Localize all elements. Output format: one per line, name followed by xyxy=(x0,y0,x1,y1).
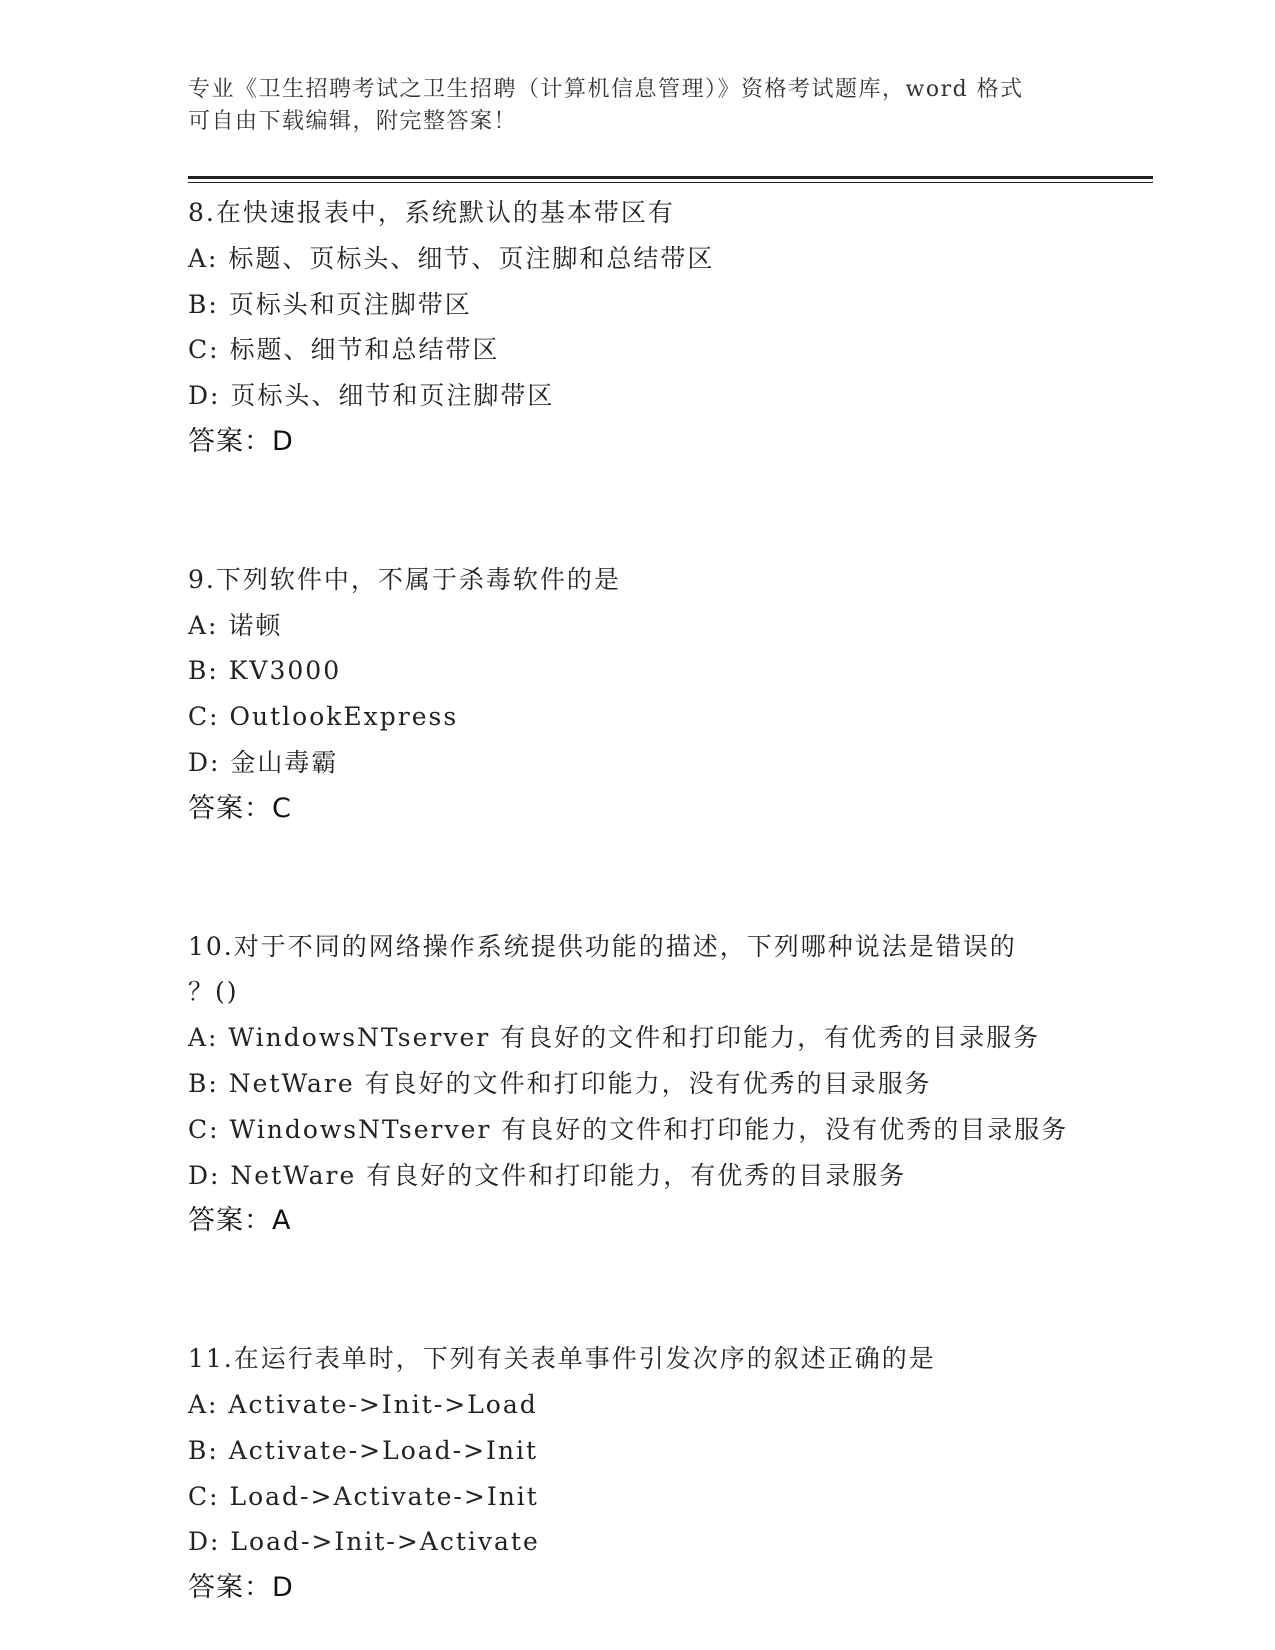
question-stem: 8.在快速报表中，系统默认的基本带区有 xyxy=(188,198,675,227)
question-spacer xyxy=(188,832,1088,924)
option-b: B: Activate->Load->Init xyxy=(188,1435,539,1465)
option-b: B: 页标头和页注脚带区 xyxy=(188,289,472,319)
answer-line: 答案：D xyxy=(188,1572,294,1604)
question-spacer xyxy=(188,1244,1088,1336)
question-8 xyxy=(188,190,1088,465)
header-divider-thick xyxy=(188,176,1153,179)
option-c: C: OutlookExpress xyxy=(188,702,459,732)
option-c: C: Load->Activate->Init xyxy=(188,1481,539,1511)
option-a: A: 标题、页标头、细节、页注脚和总结带区 xyxy=(188,243,715,273)
option-d: D: 金山毒霸 xyxy=(188,747,339,777)
option-c: C: 标题、细节和总结带区 xyxy=(188,335,500,365)
question-stem-continuation: ？() xyxy=(188,977,239,1007)
header-line-1: 专业《卫生招聘考试之卫生招聘（计算机信息管理）》资格考试题库，word 格式 xyxy=(188,77,1024,102)
question-stem: 11.在运行表单时，下列有关表单事件引发次序的叙述正确的是 xyxy=(188,1344,936,1374)
option-d: D: NetWare 有良好的文件和打印能力，有优秀的目录服务 xyxy=(188,1160,907,1190)
answer-line: 答案：D xyxy=(188,425,294,457)
option-b: B: KV3000 xyxy=(188,656,342,686)
question-spacer xyxy=(188,465,1088,557)
answer-line: 答案：A xyxy=(188,1205,292,1237)
question-11 xyxy=(188,1336,1088,1611)
header-divider-thin xyxy=(188,182,1153,183)
option-a: A: WindowsNTserver 有良好的文件和打印能力，有优秀的目录服务 xyxy=(188,1023,1041,1053)
option-a: A: Activate->Init->Load xyxy=(188,1389,538,1419)
question-9 xyxy=(188,557,1088,832)
option-b: B: NetWare 有良好的文件和打印能力，没有优秀的目录服务 xyxy=(188,1068,932,1098)
header-line-2: 可自由下载编辑，附完整答案！ xyxy=(188,109,518,134)
document-header xyxy=(188,74,1088,138)
question-10 xyxy=(188,924,1088,1245)
answer-line: 答案：C xyxy=(188,792,292,824)
question-list xyxy=(188,190,1088,1611)
option-a: A: 诺顿 xyxy=(188,610,283,640)
option-c: C: WindowsNTserver 有良好的文件和打印能力，没有优秀的目录服务 xyxy=(188,1114,1069,1144)
question-stem: 9.下列软件中，不属于杀毒软件的是 xyxy=(188,564,621,594)
question-stem: 10.对于不同的网络操作系统提供功能的描述，下列哪种说法是错误的 xyxy=(188,931,1017,961)
option-d: D: 页标头、细节和页注脚带区 xyxy=(188,381,555,411)
option-d: D: Load->Init->Activate xyxy=(188,1527,540,1557)
